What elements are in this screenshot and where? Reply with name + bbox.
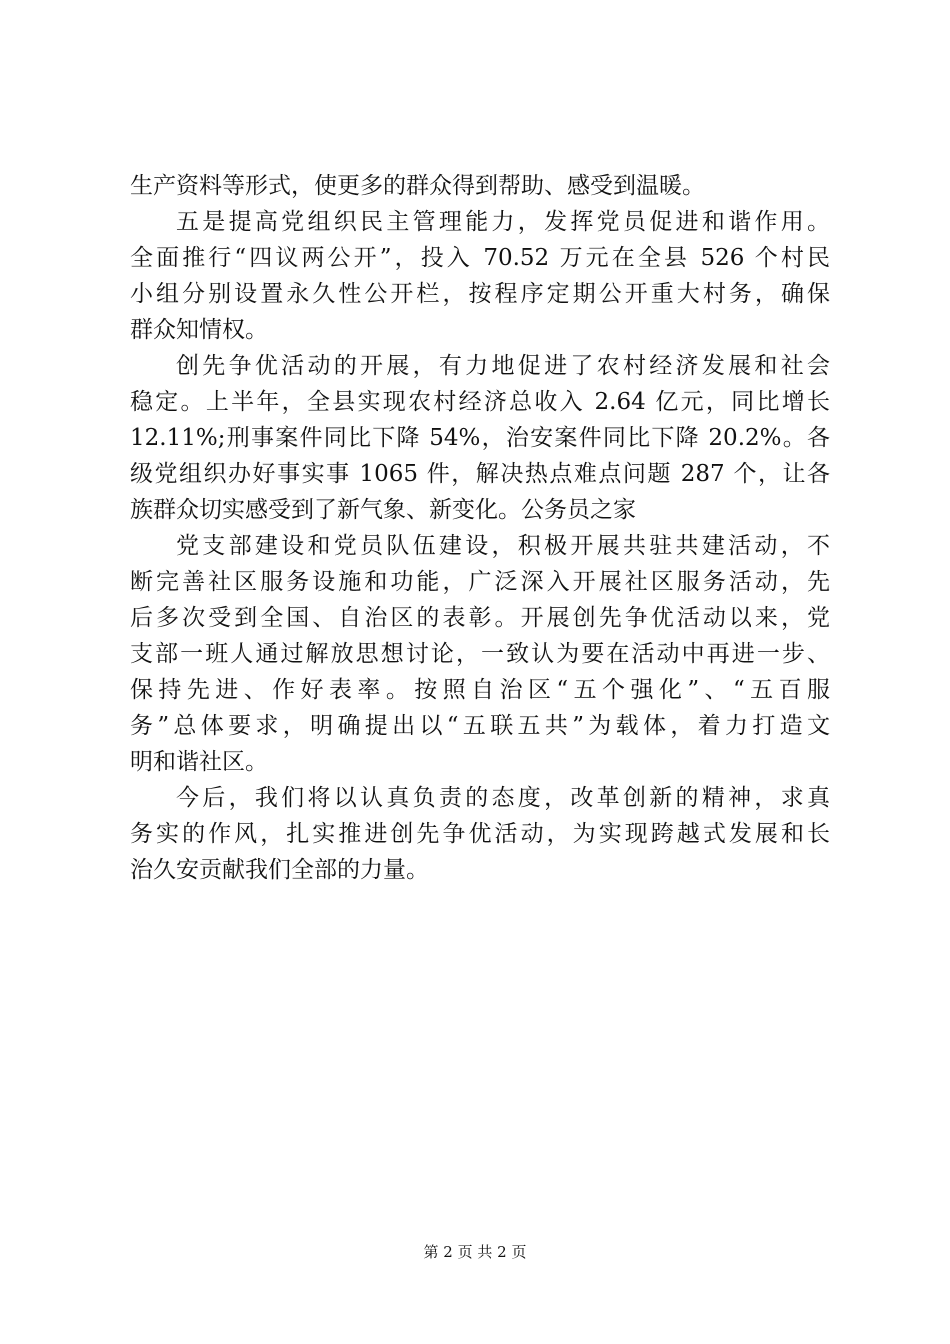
paragraph-4	[130, 528, 830, 780]
text-line: 小组分别设置永久性公开栏，按程序定期公开重大村务，确保	[130, 281, 830, 307]
text-line: 务”总体要求，明确提出以“五联五共”为载体，着力打造文	[130, 713, 830, 739]
text-line: 今后，我们将以认真负责的态度，改革创新的精神，求真	[176, 785, 830, 811]
text-line: 生产资料等形式，使更多的群众得到帮助、感受到温暖。	[130, 173, 705, 199]
text-line: 级党组织办好事实事 1065 件，解决热点难点问题 287 个，让各	[130, 461, 830, 487]
text-line: 族群众切实感受到了新气象、新变化。公务员之家	[130, 497, 636, 523]
text-line: 五是提高党组织民主管理能力，发挥党员促进和谐作用。	[176, 209, 830, 235]
text-line: 党支部建设和党员队伍建设，积极开展共驻共建活动，不	[176, 533, 830, 559]
text-line: 明和谐社区。	[130, 749, 268, 775]
text-line: 务实的作风，扎实推进创先争优活动，为实现跨越式发展和长	[130, 821, 830, 847]
text-line: 治久安贡献我们全部的力量。	[130, 857, 429, 883]
text-line: 12.11%;刑事案件同比下降 54%，治安案件同比下降 20.2%。各	[130, 425, 830, 451]
text-line: 群众知情权。	[130, 317, 268, 343]
page-number-footer: 第 2 页 共 2 页	[423, 1243, 527, 1261]
text-line: 创先争优活动的开展，有力地促进了农村经济发展和社会	[176, 353, 830, 379]
document-body	[130, 168, 830, 888]
text-line: 保持先进、作好表率。按照自治区“五个强化”、“五百服	[130, 677, 830, 703]
text-line: 断完善社区服务设施和功能，广泛深入开展社区服务活动，先	[130, 569, 830, 595]
text-line: 支部一班人通过解放思想讨论，一致认为要在活动中再进一步、	[130, 641, 830, 667]
text-line: 全面推行“四议两公开”，投入 70.52 万元在全县 526 个村民	[130, 245, 830, 271]
paragraph-1	[130, 168, 830, 204]
text-line: 后多次受到全国、自治区的表彰。开展创先争优活动以来，党	[130, 605, 830, 631]
text-line: 稳定。上半年，全县实现农村经济总收入 2.64 亿元，同比增长	[130, 389, 830, 415]
paragraph-2	[130, 204, 830, 348]
paragraph-3	[130, 348, 830, 528]
paragraph-5	[130, 780, 830, 888]
